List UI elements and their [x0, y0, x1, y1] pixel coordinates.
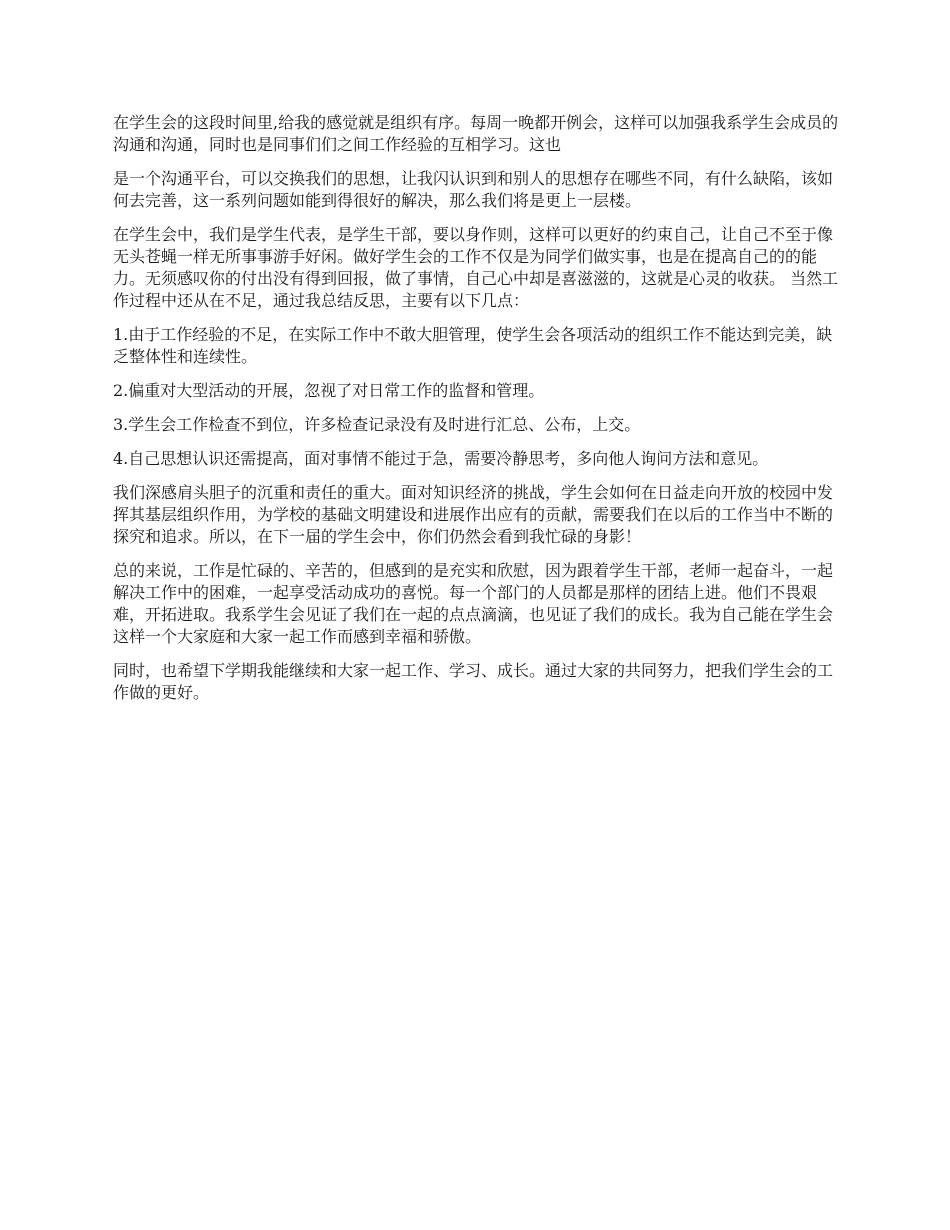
list-item-1: 1.由于工作经验的不足，在实际工作中不敢大胆管理，使学生会各项活动的组织工作不能达到完美，缺乏整体性和连续性。: [113, 325, 833, 366]
paragraph-1: 在学生会的这段时间里,给我的感觉就是组织有序。每周一晚都开例会，这样可以加强我系学生会成员的沟通和沟通，同时也是同事们们之间工作经验的互相学习。这也: [113, 113, 839, 154]
list-item-4: 4.自己思想认识还需提高，面对事情不能过于急，需要冷静思考，多向他人询问方法和意见。: [113, 449, 769, 468]
paragraph-3: 在学生会中，我们是学生代表，是学生干部，要以身作则，这样可以更好的约束自己，让自己不至于像无头苍蝇一样无所事事游手好闲。做好学生会的工作不仅是为同学们做实事，也是在提高自己的的能力。无须感叹你的付出没有得到回报，做了事情，自己心中却是喜滋滋的，这就是心灵的收获。 当然工作过程中还从在不足，通过我总结反思，主要有以下几点：: [113, 225, 839, 310]
list-item-2: 2.偏重对大型活动的开展，忽视了对日常工作的监督和管理。: [113, 381, 545, 400]
list-item-3: 3.学生会工作检查不到位，许多检查记录没有及时进行汇总、公布，上交。: [113, 415, 641, 434]
paragraph-4: 我们深感肩头胆子的沉重和责任的重大。面对知识经济的挑战，学生会如何在日益走向开放的校园中发挥其基层组织作用，为学校的基础文明建设和进展作出应有的贡献，需要我们在以后的工作当中不断的探究和追求。所以，在下一届的学生会中，你们仍然会看到我忙碌的身影！: [113, 483, 834, 546]
paragraph-2: 是一个沟通平台，可以交换我们的思想，让我闪认识到和别人的思想存在哪些不同，有什么缺陷，该如何去完善，这一系列问题如能到得很好的解决，那么我们将是更上一层楼。: [113, 169, 834, 210]
paragraph-5: 总的来说，工作是忙碌的、辛苦的，但感到的是充实和欣慰，因为跟着学生干部，老师一起奋斗，一起解决工作中的困难，一起享受活动成功的喜悦。每一个部门的人员都是那样的团结上进。他们不畏艰难，开拓进取。我系学生会见证了我们在一起的点点滴滴，也见证了我们的成长。我为自己能在学生会这样一个大家庭和大家一起工作而感到幸福和骄傲。: [113, 561, 834, 646]
paragraph-6: 同时，也希望下学期我能继续和大家一起工作、学习、成长。通过大家的共同努力，把我们学生会的工作做的更好。: [113, 661, 834, 702]
document-body: [113, 112, 841, 716]
